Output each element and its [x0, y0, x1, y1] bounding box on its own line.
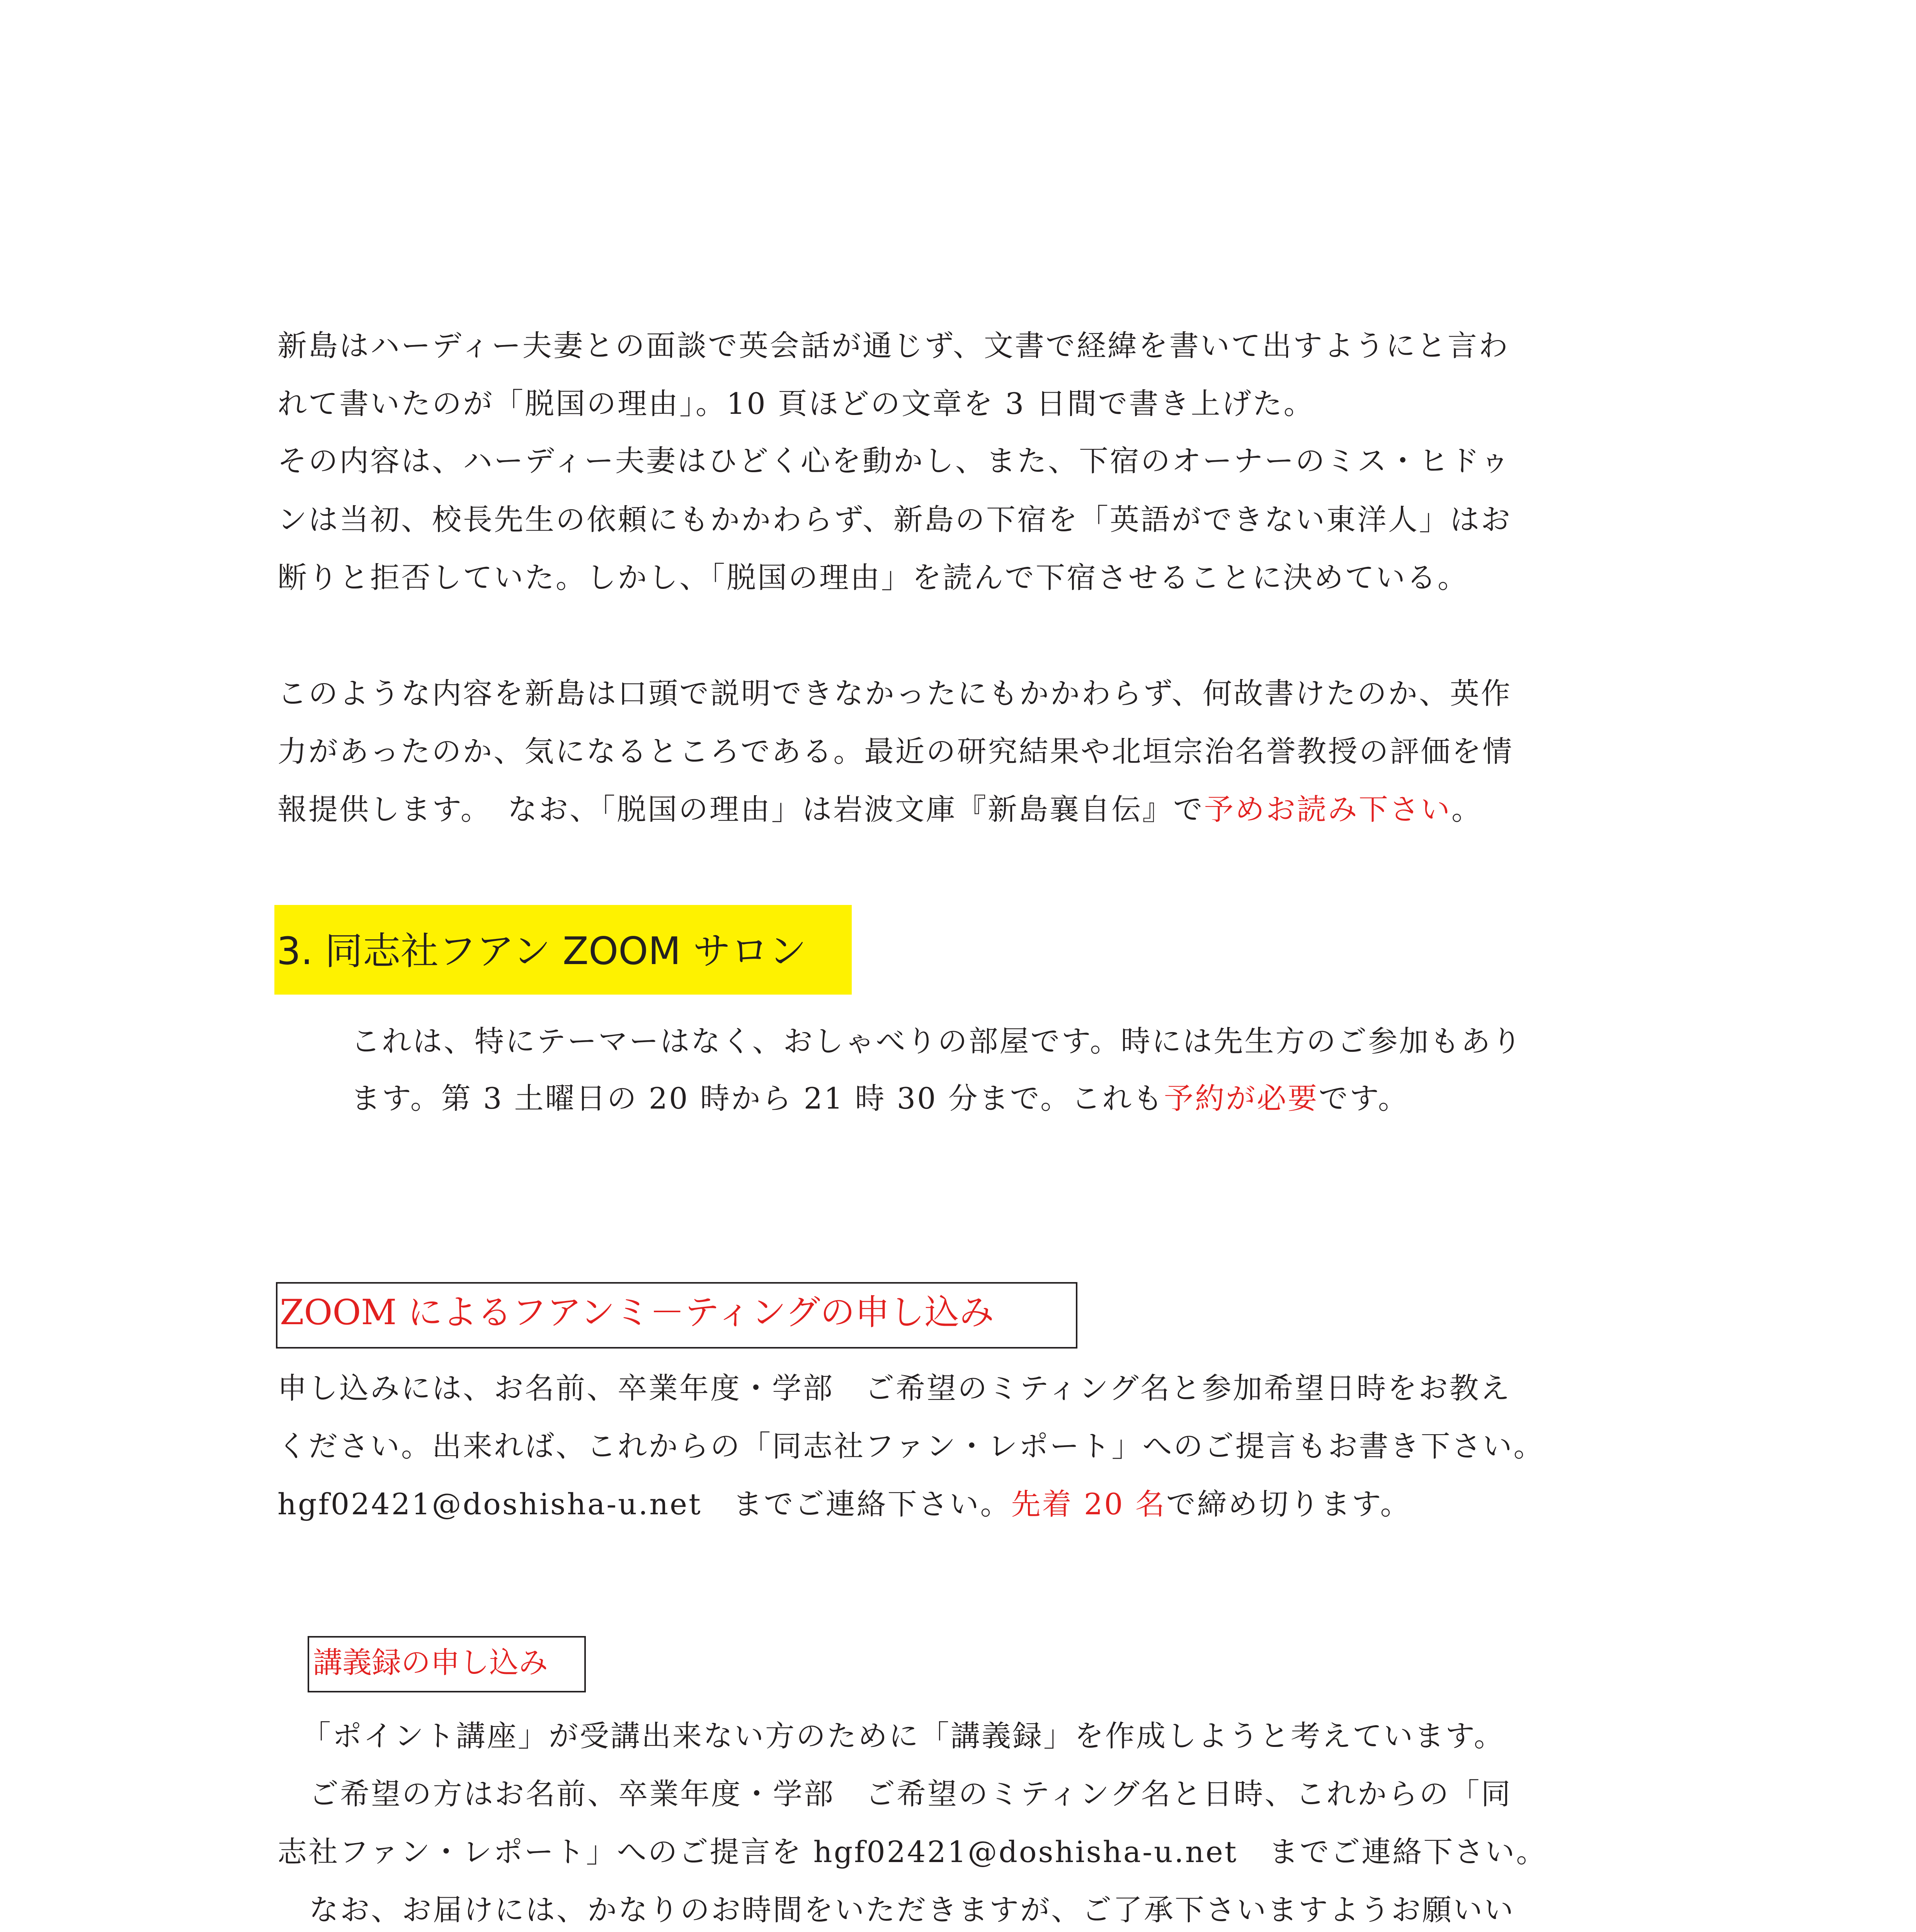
emphasis-red-text: 予めお読み下さい [1204, 792, 1451, 827]
paragraph-line: 新島はハーディー夫妻との面談で英会話が通じず、文書で経緯を書いて出すようにと言わ [277, 328, 1509, 363]
paragraph-line: ンは当初、校長先生の依頼にもかかわらず、新島の下宿を「英語ができない東洋人」はお [277, 502, 1512, 537]
text-span: 。 [1451, 792, 1482, 827]
email-text: hgf02421@doshisha-u.net までご連絡下さい。 [277, 1487, 1011, 1521]
paragraph-line: 断りと拒否していた。しかし、「脱国の理由」を読んで下宿させることに決めている。 [277, 560, 1468, 595]
text-span: 報提供します。 なお、「脱国の理由」は岩波文庫『新島襄自伝』で [277, 792, 1204, 827]
paragraph-line: このような内容を新島は口頭で説明できなかったにもかかわらず、何故書けたのか、英作 [277, 676, 1512, 711]
section-heading-highlight [274, 905, 852, 995]
lecture-record-title-box: 講義録の申し込み [308, 1636, 586, 1692]
emphasis-red-text: 予約が必要 [1164, 1081, 1319, 1116]
paragraph-line [277, 788, 1482, 831]
paragraph-line: その内容は、ハーディー夫妻はひどく心を動かし、また、下宿のオーナーのミス・ヒドゥ [277, 444, 1511, 478]
text-span: ます。第 3 土曜日の 20 時から 21 時 30 分まで。これも [351, 1081, 1164, 1116]
paragraph-line: ください。出来れば、これからの「同志社ファン・レポート」へのご提言もお書き下さい。 [277, 1429, 1545, 1463]
zoom-application-title-box: ZOOM によるフアンミ－ティングの申し込み [276, 1282, 1077, 1349]
emphasis-red-text: 先着 20 名 [1011, 1487, 1166, 1521]
text-span: です。 [1319, 1081, 1409, 1116]
paragraph-line: ご希望の方はお名前、卒業年度・学部 ご希望のミティング名と日時、これからの「同 [309, 1777, 1512, 1811]
paragraph-line: 「ポイント講座」が受講出来ない方のために「講義録」を作成しようと考えています。 [301, 1719, 1505, 1753]
paragraph-line: 志社ファン・レポート」へのご提言を hgf02421@doshisha-u.net までご連絡下さい。 [277, 1835, 1547, 1869]
paragraph-line: これは、特にテーマーはなく、おしゃべりの部屋です。時には先生方のご参加もあり [351, 1024, 1523, 1058]
paragraph-line [277, 1483, 1411, 1526]
paragraph-line [351, 1077, 1409, 1120]
paragraph-line: なお、お届けには、かなりのお時間をいただきますが、ご了承下さいますようお願いい [309, 1893, 1515, 1927]
paragraph-line: 申し込みには、お名前、卒業年度・学部 ご希望のミティング名と参加希望日時をお教え [277, 1371, 1511, 1405]
paragraph-line: 力があったのか、気になるところである。最近の研究結果や北垣宗治名誉教授の評価を情 [277, 734, 1514, 769]
paragraph-line: れて書いたのが「脱国の理由」。10 頁ほどの文章を 3 日間で書き上げた。 [277, 386, 1315, 421]
section-heading: 3. 同志社フアン ZOOM サロン [277, 929, 807, 973]
text-span: で締め切ります。 [1166, 1487, 1411, 1521]
